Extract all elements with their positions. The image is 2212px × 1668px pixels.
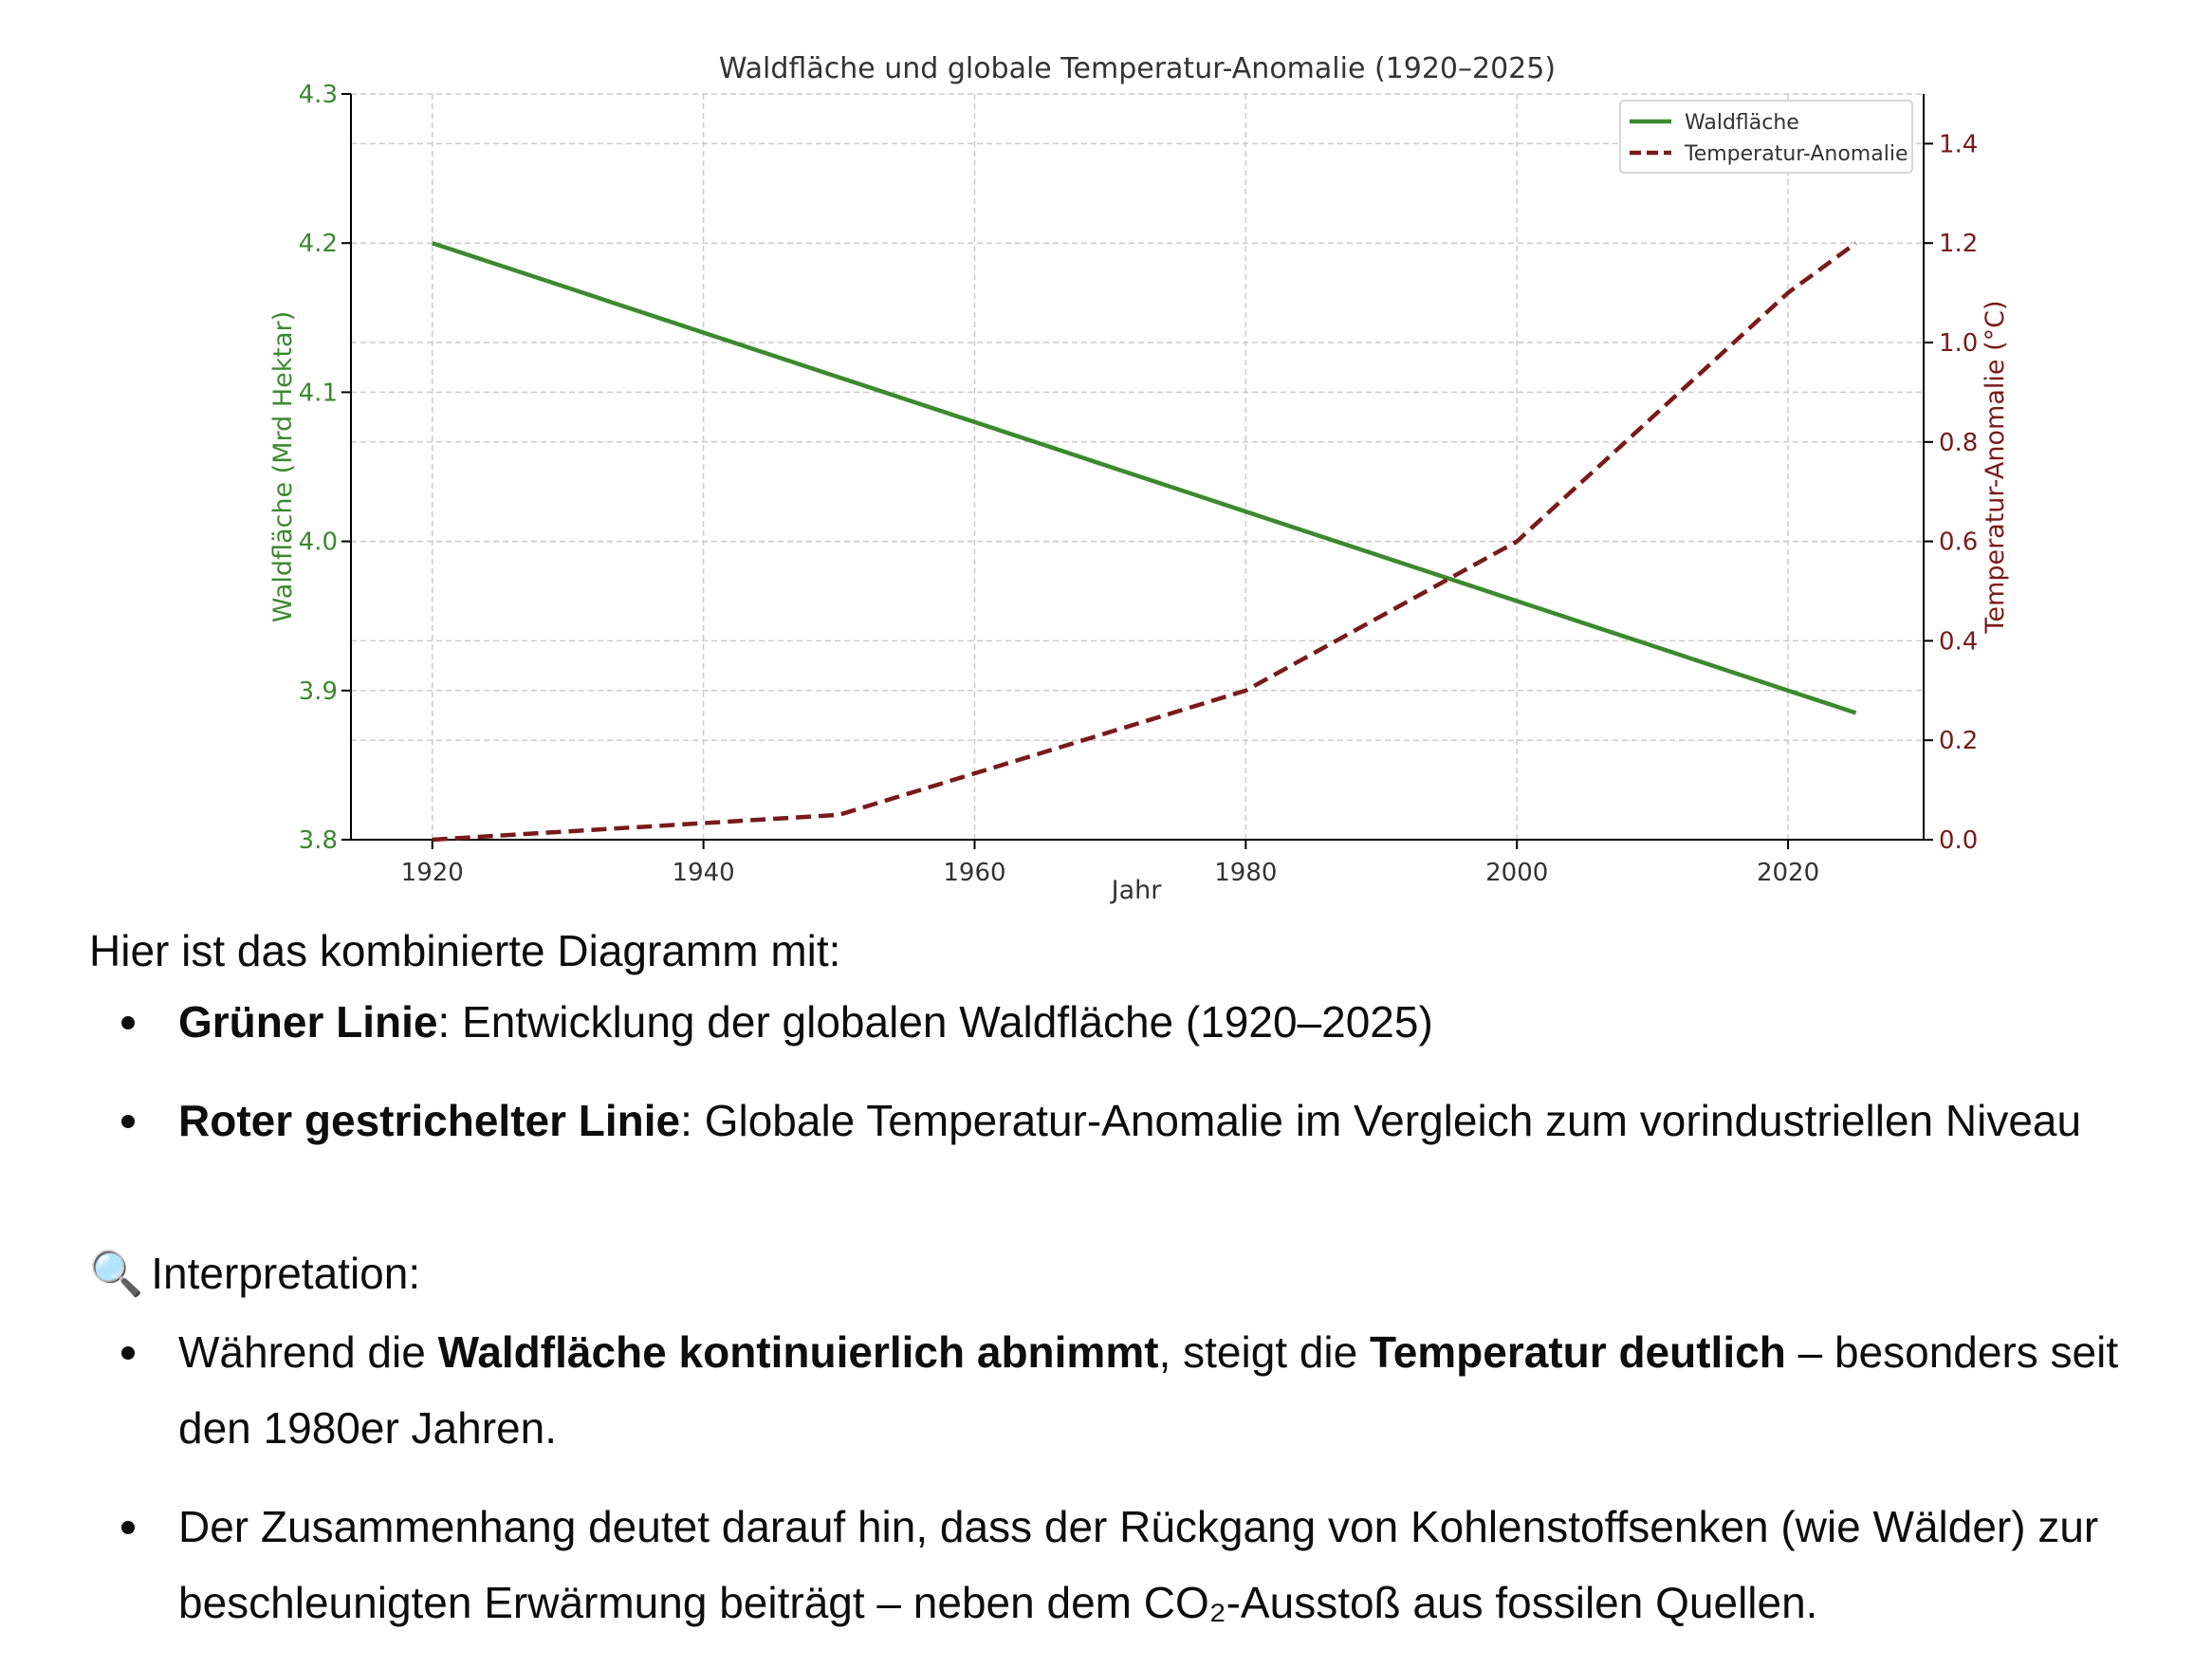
list-item bbox=[89, 984, 2157, 1060]
list-item bbox=[89, 1314, 2157, 1466]
item-text: Während die bbox=[178, 1327, 438, 1377]
magnifier-icon: 🔍 bbox=[89, 1249, 144, 1298]
x-tick-label: 1980 bbox=[1214, 859, 1278, 887]
legend-explanation-list bbox=[89, 984, 2157, 1158]
item-text: : Entwicklung der globalen Waldfläche (1920–2025) bbox=[437, 997, 1433, 1047]
y-right-tick-label: 0.0 bbox=[1939, 826, 1979, 855]
list-item bbox=[89, 1083, 2157, 1158]
chart-title: Waldfläche und globale Temperatur-Anomalie (1920–2025) bbox=[718, 52, 1557, 85]
bullet-dot bbox=[121, 1115, 135, 1128]
heading-label: Interpretation: bbox=[151, 1249, 421, 1298]
x-tick-label: 1920 bbox=[400, 859, 464, 887]
y-right-axis-label: Temperatur-Anomalie (°C) bbox=[1981, 300, 2010, 634]
interpretation-heading bbox=[89, 1248, 420, 1300]
interpretation-list bbox=[89, 1314, 2157, 1640]
y-right-tick-label: 1.4 bbox=[1939, 130, 1979, 159]
x-tick-label: 1940 bbox=[672, 859, 735, 887]
series-line-waldflaeche bbox=[433, 243, 1856, 713]
bold-text: Waldfläche kontinuierlich abnimmt bbox=[437, 1327, 1159, 1377]
x-tick-label: 2000 bbox=[1485, 859, 1549, 887]
y-right-tick-label: 0.6 bbox=[1939, 528, 1979, 557]
y-right-tick-label: 0.4 bbox=[1939, 627, 1979, 657]
y-left-tick-label: 4.3 bbox=[298, 81, 338, 109]
bullet-dot bbox=[121, 1521, 135, 1534]
y-left-tick-label: 3.8 bbox=[298, 826, 338, 855]
item-text: Der Zusammenhang deutet darauf hin, dass der Rückgang von Kohlenstoffsenken (wie Wälder) zur beschleunigten Erwärmung beiträgt – neben dem CO₂-Ausstoß aus fossilen Quellen. bbox=[178, 1502, 2099, 1627]
y-right-tick-label: 0.8 bbox=[1939, 428, 1979, 457]
item-text: – besonders seit den 1980er Jahren. bbox=[178, 1327, 2119, 1453]
y-left-tick-label: 4.0 bbox=[298, 528, 338, 557]
x-tick-label: 2020 bbox=[1756, 859, 1820, 887]
x-tick-label: 1960 bbox=[943, 859, 1006, 887]
bold-text: Temperatur deutlich bbox=[1370, 1327, 1786, 1377]
y-left-tick-label: 3.9 bbox=[298, 676, 338, 706]
bullet-dot bbox=[121, 1346, 135, 1360]
y-right-tick-label: 1.2 bbox=[1939, 230, 1979, 259]
y-left-tick-label: 4.2 bbox=[298, 230, 338, 259]
item-text: : Globale Temperatur-Anomalie im Vergleich zum vorindustriellen Niveau bbox=[680, 1096, 2082, 1145]
bold-text: Roter gestrichelter Linie bbox=[178, 1096, 681, 1145]
list-item bbox=[89, 1489, 2157, 1640]
item-text: , steigt die bbox=[1158, 1327, 1371, 1377]
y-right-tick-label: 0.2 bbox=[1939, 727, 1979, 756]
intro-text: Hier ist das kombinierte Diagramm mit: bbox=[89, 926, 841, 975]
y-left-axis-label: Waldfläche (Mrd Hektar) bbox=[268, 310, 298, 623]
bullet-dot bbox=[121, 1016, 135, 1029]
y-left-tick-label: 4.1 bbox=[298, 379, 338, 408]
bold-text: Grüner Linie bbox=[178, 997, 438, 1047]
legend-label: Waldfläche bbox=[1685, 111, 1799, 135]
legend-label: Temperatur-Anomalie bbox=[1685, 142, 1908, 166]
y-right-tick-label: 1.0 bbox=[1939, 329, 1979, 358]
x-axis-label: Jahr bbox=[1111, 876, 1162, 905]
